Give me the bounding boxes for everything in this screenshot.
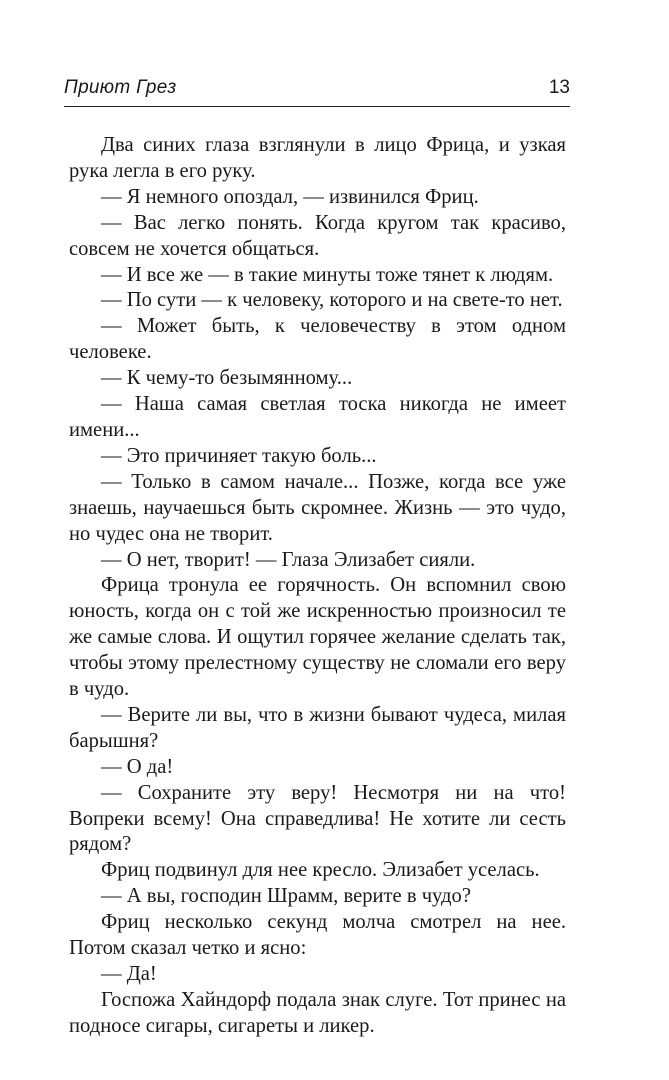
paragraph: Два синих глаза взглянули в лицо Фрица, и узкая рука легла в его руку. [69, 134, 566, 182]
body-text [69, 133, 566, 1040]
paragraph: — А вы, господин Шрамм, верите в чудо? [101, 885, 471, 908]
paragraph: — Верите ли вы, что в жизни бывают чудеса, милая барышня? [69, 703, 566, 752]
paragraph: Фрица тронула ее горячность. Он вспомнил свою юность, когда он с той же искренностью произносил те же самые слова. И ощутил горячее желание сделать так, чтобы этому прелестному существу не сломали его веру в чудо. [69, 574, 566, 701]
paragraph: — Вас легко понять. Когда кругом так красиво, совсем не хочется общаться. [69, 211, 566, 260]
paragraph: — О нет, творит! — Глаза Элизабет сияли. [101, 548, 476, 571]
paragraph: — К чему-то безымянному... [101, 367, 353, 390]
paragraph: — Наша самая светлая тоска никогда не имеет имени... [69, 393, 566, 441]
paragraph: — О да! [101, 755, 174, 778]
header-rule [64, 106, 570, 107]
paragraph: — По сути — к человеку, которого и на свете-то нет. [101, 289, 563, 312]
paragraph: Госпожа Хайндорф подала знак слуге. Тот принес на подносе сигары, сигареты и ликер. [69, 988, 566, 1037]
paragraph: Фриц несколько секунд молча смотрел на нее. Потом сказал четко и ясно: [69, 911, 566, 960]
paragraph: — Да! [101, 963, 157, 985]
paragraph: Фриц подвинул для нее кресло. Элизабет уселась. [101, 859, 540, 882]
paragraph: — Это причиняет такую боль... [101, 444, 377, 467]
paragraph: — Сохраните эту веру! Несмотря ни на что! Вопреки всему! Она справедлива! Не хотите ли сесть рядом? [69, 781, 566, 856]
page-number: 13 [548, 77, 570, 98]
paragraph: — Только в самом начале... Позже, когда все уже знаешь, научаешься быть скромнее. Жизнь — это чудо, но чудес она не творит. [69, 470, 566, 545]
paragraph: — Я немного опоздал, — извинился Фриц. [101, 185, 479, 208]
paragraph: — Может быть, к человечеству в этом одном человеке. [69, 315, 566, 364]
running-head [64, 76, 570, 104]
paragraph: — И все же — в такие минуты тоже тянет к людям. [101, 263, 554, 286]
running-title: Приют Грез [64, 77, 177, 98]
